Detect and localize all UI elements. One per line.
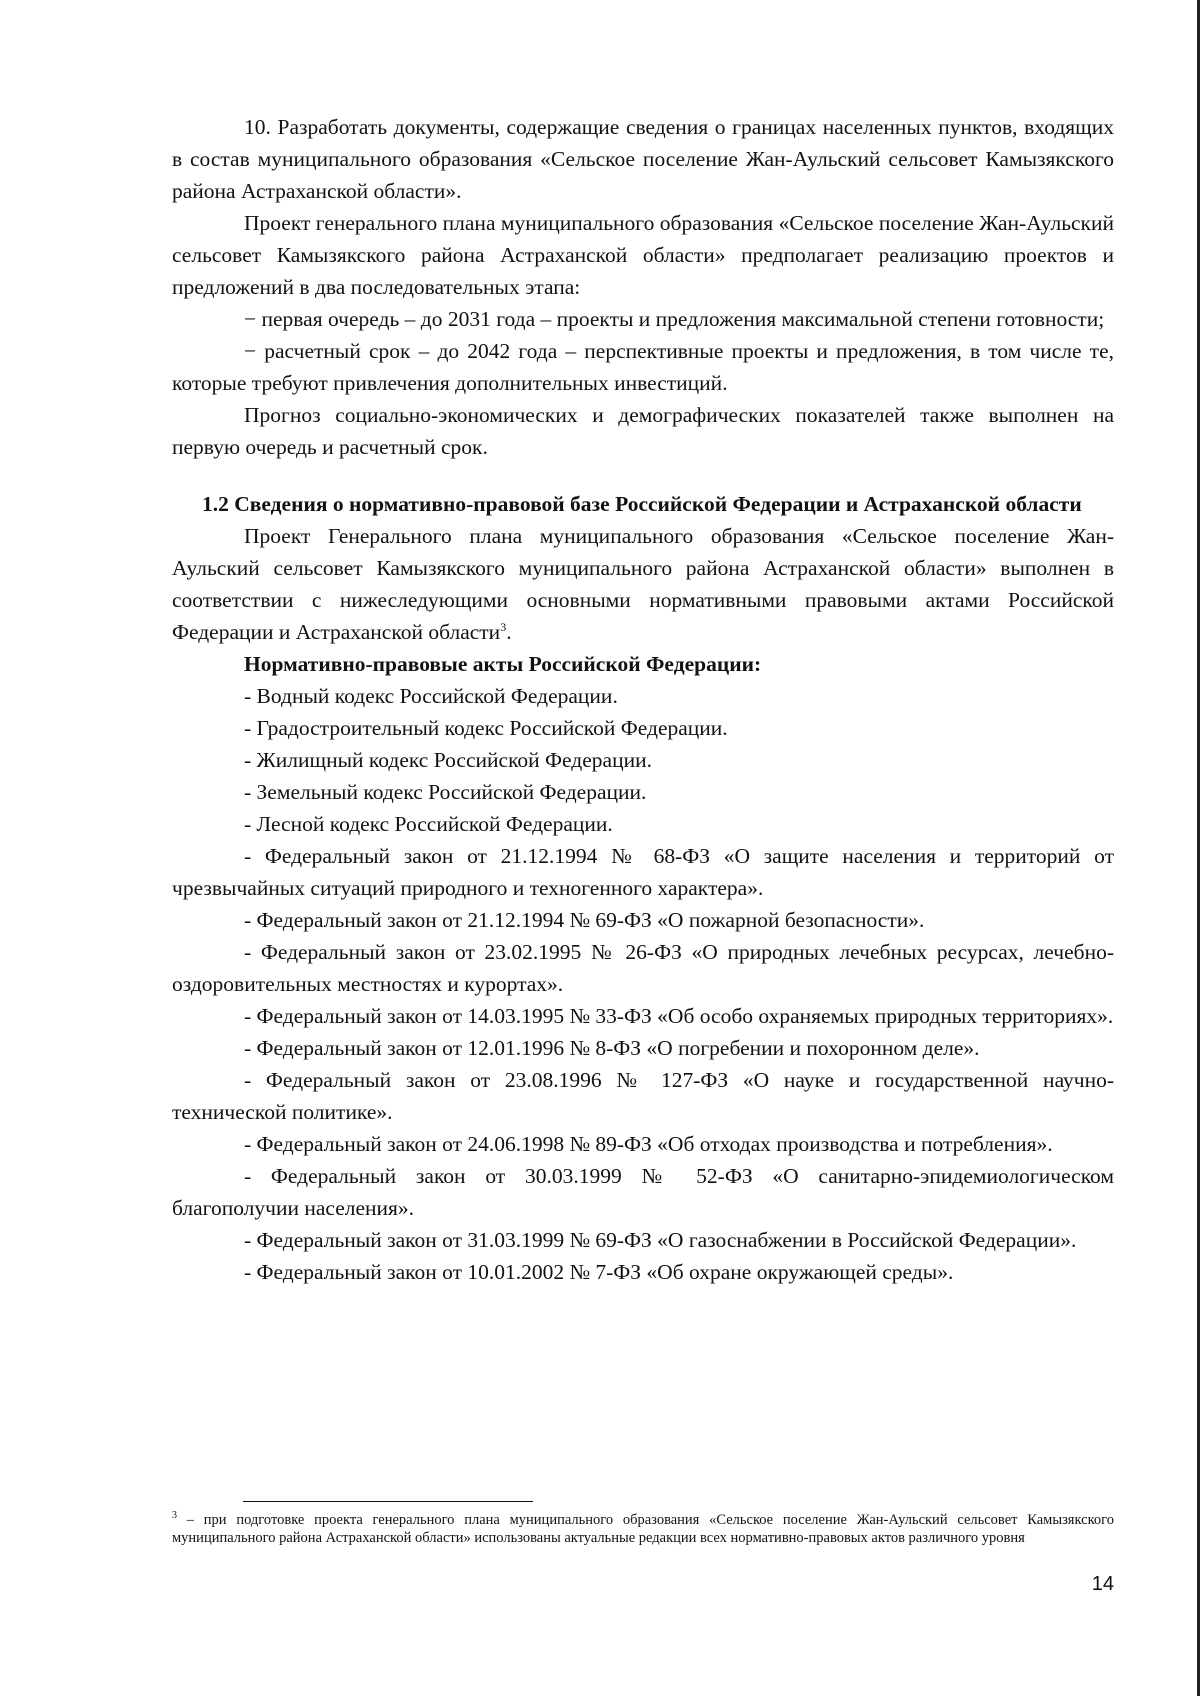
list-item: - Федеральный закон от 24.06.1998 № 89-ФЗ «Об отходах производства и потребления». xyxy=(244,1132,1053,1156)
footnote-marker: 3 xyxy=(172,1510,177,1522)
list-item: - Земельный кодекс Российской Федерации. xyxy=(244,780,647,804)
section-intro xyxy=(172,520,1114,648)
footnote-separator xyxy=(243,1501,533,1502)
footnote xyxy=(172,1511,1114,1547)
paragraph-project-stages: Проект генерального плана муниципального образования «Сельское поселение Жан-Аульский сельсовет Камызякского района Астраханской области» предполагает реализацию проектов и предложений в два последовательных этапа: xyxy=(172,211,1114,299)
page-body xyxy=(172,111,1114,1288)
list-item-first-stage: − первая очередь – до 2031 года – проекты и предложения максимальной степени готовности; xyxy=(244,307,1105,331)
list-item: - Федеральный закон от 23.02.1995 № 26-ФЗ «О природных лечебных ресурсах, лечебно-оздоровительных местностях и курортах». xyxy=(172,940,1114,996)
page-number: 14 xyxy=(1091,1573,1114,1595)
list-item-design-period: − расчетный срок – до 2042 года – перспективные проекты и предложения, в том числе те, которые требуют привлечения дополнительных инвестиций. xyxy=(172,339,1114,395)
list-item: - Жилищный кодекс Российской Федерации. xyxy=(244,748,652,772)
paragraph-item-10: 10. Разработать документы, содержащие сведения о границах населенных пунктов, входящих в состав муниципального образования «Сельское поселение Жан-Аульский сельсовет Камызякского района Астраханской области». xyxy=(172,115,1114,203)
list-item: - Федеральный закон от 10.01.2002 № 7-ФЗ «Об охране окружающей среды». xyxy=(244,1260,954,1284)
paragraph-forecast: Прогноз социально-экономических и демографических показателей также выполнен на первую очередь и расчетный срок. xyxy=(172,403,1114,459)
footnote-text: – при подготовке проекта генерального плана муниципального образования «Сельское поселение Жан-Аульский сельсовет Камызякского муниципального района Астраханской области» использованы актуальные редакции всех нормативно-правовых актов различного уровня xyxy=(172,1512,1114,1546)
list-item: - Лесной кодекс Российской Федерации. xyxy=(244,812,613,836)
subheading-rf-acts: Нормативно-правовые акты Российской Федерации: xyxy=(244,652,762,676)
list-item: - Федеральный закон от 21.12.1994 № 69-ФЗ «О пожарной безопасности». xyxy=(244,908,925,932)
list-item: - Федеральный закон от 31.03.1999 № 69-ФЗ «О газоснабжении в Российской Федерации». xyxy=(244,1228,1077,1252)
section-heading: 1.2 Сведения о нормативно-правовой базе Российской Федерации и Астраханской области xyxy=(202,492,1082,516)
section-intro-text: Проект Генерального плана муниципального образования «Сельское поселение Жан-Аульский сельсовет Камызякского муниципального района Астраханской области» выполнен в соответствии с нижеследующими основными нормативными правовыми актами Российской Федерации и Астраханской области xyxy=(172,524,1114,644)
section-intro-end: . xyxy=(506,620,512,644)
list-item: - Федеральный закон от 14.03.1995 № 33-ФЗ «Об особо охраняемых природных территориях». xyxy=(244,1004,1114,1028)
list-item: - Водный кодекс Российской Федерации. xyxy=(244,684,618,708)
footnote-reference: 3 xyxy=(500,619,507,634)
list-item: - Федеральный закон от 21.12.1994 № 68-ФЗ «О защите населения и территорий от чрезвычайных ситуаций природного и техногенного характера». xyxy=(172,844,1114,900)
list-item: - Федеральный закон от 30.03.1999 № 52-ФЗ «О санитарно-эпидемиологическом благополучии населения». xyxy=(172,1164,1114,1220)
list-item: - Федеральный закон от 23.08.1996 № 127-ФЗ «О науке и государственной научно-технической политике». xyxy=(172,1068,1114,1124)
list-item: - Градостроительный кодекс Российской Федерации. xyxy=(244,716,728,740)
list-item: - Федеральный закон от 12.01.1996 № 8-ФЗ «О погребении и похоронном деле». xyxy=(244,1036,980,1060)
